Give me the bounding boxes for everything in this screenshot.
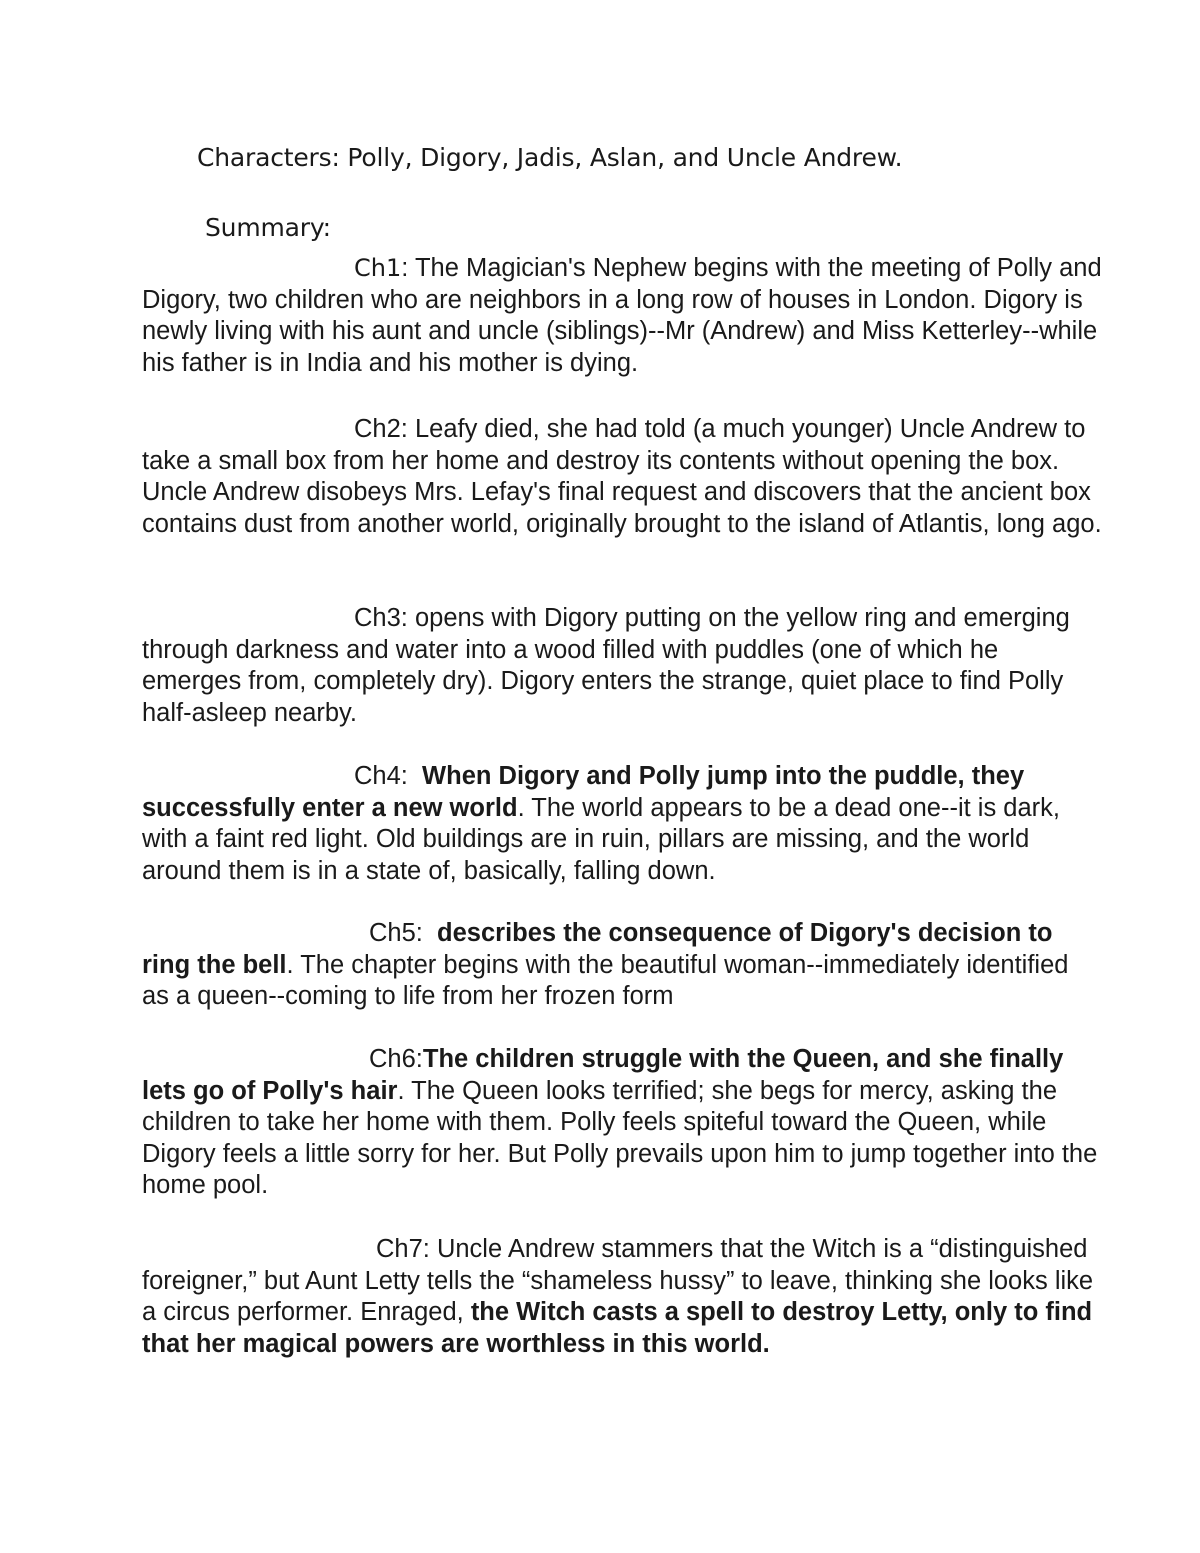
chapter-4-prefix: : <box>400 762 423 790</box>
chapter-6-bold: The children struggle with the Queen, and she finally lets go of Polly's hair <box>142 1045 1064 1105</box>
chapter-2-summary <box>142 414 1102 540</box>
chapter-2-label: Ch2 <box>354 415 401 443</box>
chapter-6-text: . The Queen looks terrified; she begs for mercy, asking the children to take her home with them. Polly feels spiteful toward the Queen, while Digory feels a little sorry for her. But Polly prevails upon him to jump together into the home pool. <box>142 1076 1098 1200</box>
chapter-3-label: Ch3 <box>354 604 401 632</box>
chapter-4-summary <box>142 761 1102 887</box>
chapter-6-label: Ch6 <box>369 1045 416 1073</box>
chapter-1-summary <box>142 253 1102 379</box>
summary-heading: Summary: <box>205 213 331 242</box>
chapter-7-summary <box>142 1234 1102 1360</box>
chapter-4-bold: When Digory and Polly jump into the puddle, they successfully enter a new world <box>142 762 1025 822</box>
chapter-5-text: . The chapter begins with the beautiful woman--immediately identified as a queen--coming to life from her frozen form <box>142 950 1069 1011</box>
chapter-7-text: : Uncle Andrew stammers that the Witch is a “distinguished foreigner,” but Aunt Letty tells the “shameless hussy” to leave, thinking she looks like a circus performer. Enraged, <box>142 1235 1094 1327</box>
chapter-5-prefix: : <box>415 919 438 947</box>
chapter-1-label: Ch1 <box>354 254 402 282</box>
chapter-6-summary <box>142 1044 1102 1202</box>
chapter-6-prefix: : <box>415 1045 423 1073</box>
chapter-1-text: : The Magician's Nephew begins with the meeting of Polly and Digory, two children who are neighbors in a long row of houses in London. Digory is newly living with his aunt and uncle (siblings)--Mr (Andrew) and Miss Ketterley--while his father is in India and his mother is dying. <box>142 254 1102 377</box>
chapter-5-label: Ch5 <box>369 919 416 947</box>
chapter-3-summary <box>142 603 1102 729</box>
chapter-3-text: : opens with Digory putting on the yellow ring and emerging through darkness and water into a wood filled with puddles (one of which he emerges from, completely dry). Digory enters the strange, quiet place to find Polly half-asleep nearby. <box>142 604 1070 727</box>
chapter-4-text: . The world appears to be a dead one--it is dark, with a faint red light. Old buildings are in ruin, pillars are missing, and the world around them is in a state of, basically, falling down. <box>142 793 1060 885</box>
chapter-4-label: Ch4 <box>354 762 401 790</box>
chapter-5-bold: describes the consequence of Digory's decision to ring the bell <box>142 919 1053 979</box>
chapter-7-label: Ch7 <box>376 1235 423 1263</box>
characters-line: Characters: Polly, Digory, Jadis, Aslan, and Uncle Andrew. <box>197 143 903 172</box>
chapter-2-text: : Leafy died, she had told (a much younger) Uncle Andrew to take a small box from her home and destroy its contents without opening the box. Uncle Andrew disobeys Mrs. Lefay's final request and discovers that the ancient box contains dust from another world, originally brought to the island of Atlantis, long ago. <box>142 415 1102 538</box>
chapter-7-bold: the Witch casts a spell to destroy Letty, only to find that her magical powers are worthless in this world. <box>142 1298 1093 1358</box>
chapter-5-summary <box>142 918 1102 1013</box>
